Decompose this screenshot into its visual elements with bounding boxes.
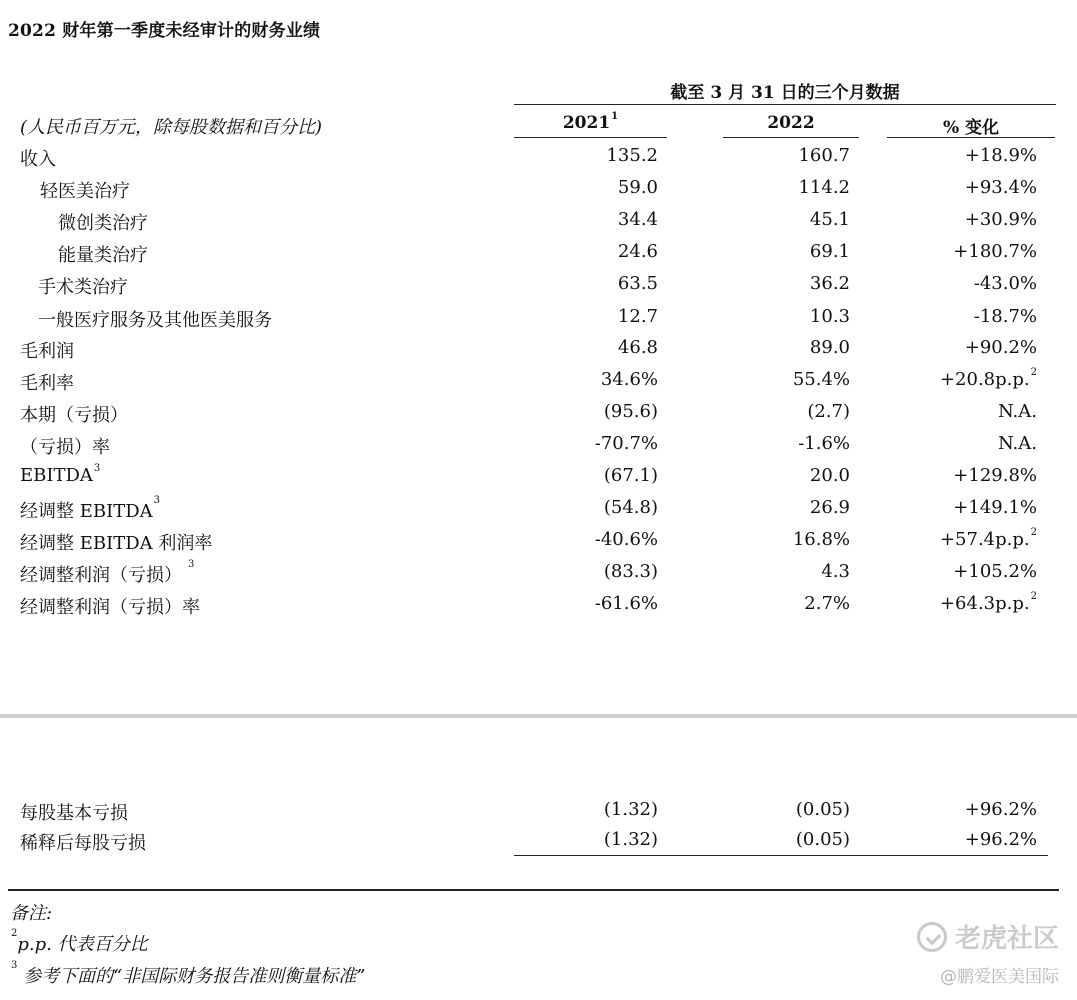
- footnote-marker: 2: [1030, 367, 1037, 378]
- value-change: N.A.: [997, 433, 1037, 454]
- column-header-label: % 变化: [942, 118, 1000, 138]
- row-label: （亏损）率: [20, 437, 110, 458]
- row-label: [20, 561, 194, 587]
- value-2021: 12.7: [617, 306, 658, 327]
- row-label: 一般医疗服务及其他医美服务: [38, 310, 272, 331]
- section-divider: [0, 714, 1077, 718]
- value-2022: 20.0: [809, 465, 850, 486]
- column-header-change: [887, 113, 1055, 138]
- value-change: [940, 593, 1037, 614]
- value-change: +129.8%: [953, 465, 1037, 486]
- change-text: +57.4p.p.: [939, 529, 1030, 550]
- column-header-2021: [514, 113, 667, 133]
- footnote-marker: 2: [1030, 527, 1037, 538]
- value-2021: (1.32): [603, 829, 658, 850]
- row-label: 轻医美治疗: [40, 181, 130, 202]
- footnote-3: [10, 962, 366, 988]
- table-row: [0, 173, 1077, 205]
- value-2021: (54.8): [603, 497, 658, 518]
- column-header-rule: [514, 137, 667, 138]
- footnote-marker: 3: [153, 495, 161, 506]
- value-2021: -70.7%: [594, 433, 658, 454]
- value-change: +18.9%: [964, 145, 1037, 166]
- footnote-rule: [8, 889, 1059, 891]
- value-change: -18.7%: [973, 306, 1037, 327]
- value-2022: 89.0: [809, 337, 850, 358]
- value-change: -43.0%: [973, 273, 1037, 294]
- table-row: [0, 365, 1077, 397]
- value-2021: (1.32): [603, 799, 658, 820]
- value-2021: (67.1): [603, 465, 658, 486]
- value-change: +30.9%: [964, 209, 1037, 230]
- value-2022: (0.05): [795, 829, 850, 850]
- value-2022: (0.05): [795, 799, 850, 820]
- period-header: 截至 3 月 31 日的三个月数据: [670, 83, 900, 103]
- row-label: [20, 465, 100, 486]
- value-change: +105.2%: [953, 561, 1037, 582]
- row-label: 收入: [20, 149, 56, 170]
- table-row: [0, 269, 1077, 301]
- footnote-marker: 3: [188, 559, 195, 570]
- row-label: 经调整 EBITDA 利润率: [20, 533, 213, 554]
- value-2022: -1.6%: [798, 433, 850, 454]
- value-change: +96.2%: [964, 829, 1037, 850]
- value-2021: 59.0: [617, 177, 658, 198]
- value-change: [940, 529, 1037, 550]
- value-2022: 36.2: [809, 273, 850, 294]
- value-2022: 160.7: [798, 145, 850, 166]
- column-header-2022: [723, 113, 859, 133]
- table-row: [0, 333, 1077, 365]
- table-row: [0, 557, 1077, 589]
- notes-heading: 备注:: [10, 903, 53, 924]
- value-2022: 2.7%: [804, 593, 850, 614]
- row-label: 微创类治疗: [58, 213, 148, 234]
- table-row: [0, 237, 1077, 269]
- table-row: [0, 493, 1077, 525]
- watermark-author: @鹏爱医美国际: [940, 967, 1059, 987]
- footnote-2: [10, 930, 148, 956]
- value-2022: 10.3: [809, 306, 850, 327]
- value-2021: -61.6%: [594, 593, 658, 614]
- row-label: 每股基本亏损: [20, 803, 128, 824]
- value-2021: 34.6%: [600, 369, 658, 390]
- period-header-rule: [514, 104, 1056, 105]
- value-2021: -40.6%: [594, 529, 658, 550]
- value-change: +90.2%: [964, 337, 1037, 358]
- footnote-text: p.p. 代表百分比: [17, 934, 148, 955]
- value-2022: 26.9: [809, 497, 850, 518]
- row-label: 稀释后每股亏损: [20, 833, 146, 854]
- table-row: [0, 795, 1077, 827]
- row-label: 毛利润: [20, 341, 74, 362]
- value-change: [940, 369, 1037, 390]
- value-change: +93.4%: [964, 177, 1037, 198]
- column-header-label: 2021: [562, 113, 611, 133]
- table-row: [0, 205, 1077, 237]
- footnote-marker: 1: [611, 111, 619, 122]
- watermark: [917, 918, 1059, 955]
- value-2022: 55.4%: [792, 369, 850, 390]
- change-text: +64.3p.p.: [939, 593, 1030, 614]
- row-label: [20, 497, 160, 523]
- value-change: N.A.: [997, 401, 1037, 422]
- watermark-text: 老虎社区: [954, 924, 1059, 954]
- column-header-rule: [887, 137, 1055, 138]
- value-2022: 69.1: [809, 241, 850, 262]
- value-2021: 63.5: [617, 273, 658, 294]
- table-row: [0, 397, 1077, 429]
- footnote-marker: 2: [1030, 591, 1037, 602]
- table-row: [0, 525, 1077, 557]
- value-2021: 24.6: [617, 241, 658, 262]
- table-row: [0, 461, 1077, 493]
- unit-note: (人民币百万元，除每股数据和百分比): [20, 117, 323, 138]
- row-label: 经调整利润（亏损）率: [20, 597, 200, 618]
- row-label: 能量类治疗: [58, 245, 148, 266]
- value-2022: 45.1: [809, 209, 850, 230]
- value-change: +96.2%: [964, 799, 1037, 820]
- value-2021: 46.8: [617, 337, 658, 358]
- footnote-marker: 3: [93, 463, 101, 474]
- row-label: 手术类治疗: [38, 277, 128, 298]
- value-2021: (83.3): [603, 561, 658, 582]
- footnote-text: 参考下面的“非国际财务报告准则衡量标准”: [23, 966, 366, 987]
- row-label-text: 经调整 EBITDA: [20, 501, 153, 522]
- value-2021: 135.2: [606, 145, 658, 166]
- change-text: +20.8p.p.: [939, 369, 1030, 390]
- footnote-marker: 3: [11, 960, 18, 971]
- footnote-marker: 2: [11, 928, 18, 939]
- row-label-text: 经调整利润（亏损）: [20, 565, 182, 586]
- table-bottom-rule: [514, 855, 1048, 856]
- value-2022: 16.8%: [792, 529, 850, 550]
- row-label-text: EBITDA: [20, 465, 93, 486]
- table-row: [0, 141, 1077, 173]
- value-2021: (95.6): [603, 401, 658, 422]
- column-header-label: 2022: [767, 113, 815, 133]
- watermark-logo-icon: [917, 922, 947, 952]
- row-label: 毛利率: [20, 373, 74, 394]
- value-change: +149.1%: [953, 497, 1037, 518]
- value-change: +180.7%: [953, 241, 1037, 262]
- table-row: [0, 302, 1077, 334]
- value-2022: (2.7): [807, 401, 850, 422]
- value-2021: 34.4: [617, 209, 658, 230]
- value-2022: 114.2: [798, 177, 850, 198]
- table-row: [0, 589, 1077, 621]
- column-header-rule: [723, 137, 859, 138]
- table-row: [0, 825, 1077, 857]
- value-2022: 4.3: [821, 561, 850, 582]
- row-label: 本期（亏损）: [20, 405, 128, 426]
- table-row: [0, 429, 1077, 461]
- page-title: 2022 财年第一季度未经审计的财务业绩: [8, 21, 321, 41]
